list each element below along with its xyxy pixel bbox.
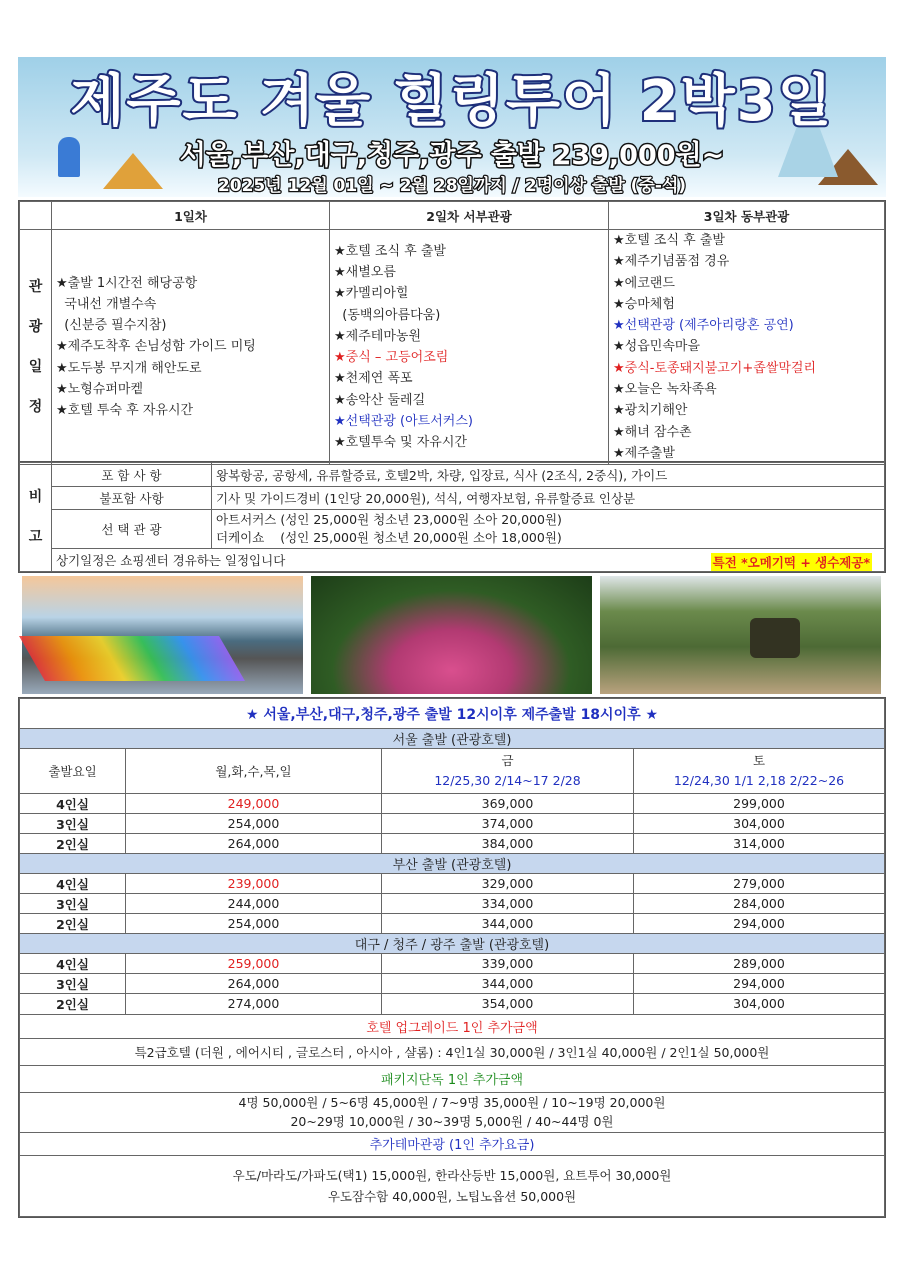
price-cell: 354,000 (382, 994, 634, 1014)
schedule-item: ★도두봉 무지개 해안도로 (56, 360, 202, 376)
section-title: 서울 출발 (관광호텔) (20, 729, 885, 749)
section-title: 대구 / 청주 / 광주 출발 (관광호텔) (20, 934, 885, 954)
side-char: 정 (28, 399, 43, 416)
remarks-table (18, 462, 886, 573)
header-day: 출발요일 (20, 749, 126, 794)
schedule-item: ★새별오름 (334, 264, 396, 280)
header-weekday: 월,화,수,목,일 (126, 749, 382, 794)
departure-note: ★ 서울,부산,대구,청주,광주 출발 12시이후 제주출발 18시이후 ★ (20, 699, 885, 729)
eco-land-train-photo (600, 576, 881, 694)
upgrade-title: 호텔 업그레이드 1인 추가금액 (20, 1014, 885, 1038)
room-type: 4인실 (20, 874, 126, 894)
price-cell: 249,000 (126, 794, 382, 814)
schedule-item: ★에코랜드 (613, 275, 675, 291)
theme-line: 우도/마라도/가파도(택1) 15,000원, 한라산등반 15,000원, 요트투어 30,000원 (232, 1167, 672, 1183)
room-type: 4인실 (20, 954, 126, 974)
price-cell: 264,000 (126, 974, 382, 994)
schedule-item: ★천제연 폭포 (334, 371, 413, 387)
side-char: 관 (28, 279, 43, 296)
saturday-dates: 12/24,30 1/1 2,18 2/22~26 (673, 773, 845, 789)
price-cell: 304,000 (634, 994, 885, 1014)
schedule-item: (동백의아름다움) (334, 307, 441, 323)
price-cell: 279,000 (634, 874, 885, 894)
schedule-item: ★송악산 둘레길 (334, 392, 426, 408)
price-cell: 384,000 (382, 834, 634, 854)
price-cell: 244,000 (126, 894, 382, 914)
schedule-item: ★호텔투숙 및 자유시간 (334, 435, 467, 451)
banner-period: 2025년 12월 01일 ~ 2월 28일까지 / 2명이상 출발 (중-석) (217, 176, 687, 196)
price-cell: 254,000 (126, 814, 382, 834)
header-saturday: 토 (752, 753, 766, 769)
price-cell: 314,000 (634, 834, 885, 854)
optional-item: 더케이쇼 (성인 25,000원 청소년 20,000원 소아 18,000원) (216, 530, 562, 545)
price-cell: 284,000 (634, 894, 885, 914)
price-cell: 344,000 (382, 914, 634, 934)
price-cell: 299,000 (634, 794, 885, 814)
train (750, 618, 800, 658)
schedule-item: ★호텔 조식 후 출발 (613, 233, 725, 248)
price-cell: 239,000 (126, 874, 382, 894)
room-type: 2인실 (20, 994, 126, 1014)
excluded-value: 기사 및 가이드경비 (1인당 20,000원), 석식, 여행자보험, 유류할증료 인상분 (212, 487, 885, 510)
price-cell: 274,000 (126, 994, 382, 1014)
price-cell: 374,000 (382, 814, 634, 834)
friday-dates: 12/25,30 2/14~17 2/28 (434, 773, 581, 789)
schedule-item: ★광치기해안 (613, 403, 688, 419)
optional-label: 선 택 관 광 (52, 510, 212, 549)
schedule-item: ★오늘은 녹차족욕 (613, 382, 717, 398)
day3-header: 3일차 동부관광 (609, 202, 885, 230)
schedule-item: 국내선 개별수속 (56, 296, 157, 312)
price-cell: 369,000 (382, 794, 634, 814)
coastal-road-photo (22, 576, 303, 694)
included-value: 왕복항공, 공항세, 유류할증료, 호텔2박, 차량, 입장료, 식사 (2조식, 2중식), 가이드 (212, 463, 885, 487)
day1-schedule (52, 230, 330, 465)
price-cell: 264,000 (126, 834, 382, 854)
price-cell: 254,000 (126, 914, 382, 934)
schedule-item: ★제주기념품점 경유 (613, 254, 730, 270)
schedule-item: ★중식-토종돼지불고기+좁쌀막걸리 (613, 360, 817, 376)
day2-header: 2일차 서부관광 (330, 202, 609, 230)
banner-subtitle: 서울,부산,대구,청주,광주 출발 239,000원~ (179, 140, 725, 171)
package-title: 패키지단독 1인 추가금액 (20, 1065, 885, 1092)
upgrade-text: 특2급호텔 (더원 , 에어시티 , 글로스터 , 아시아 , 샬롬) : 4인1실 30,000원 / 3인1실 40,000원 / 2인1실 50,000원 (20, 1038, 885, 1065)
included-label: 포 함 사 항 (52, 463, 212, 487)
package-line: 4명 50,000원 / 5~6명 45,000원 / 7~9명 35,000원 / 10~19명 20,000원 (238, 1095, 666, 1111)
schedule-item: ★출발 1시간전 해당공항 (56, 275, 198, 291)
banner (18, 57, 886, 197)
schedule-item: ★카멜리아힐 (334, 286, 409, 302)
section-title: 부산 출발 (관광호텔) (20, 854, 885, 874)
itinerary-side-label (20, 230, 52, 465)
shopping-note: 상기일정은 쇼핑센터 경유하는 일정입니다 (56, 553, 286, 568)
schedule-item: ★승마체험 (613, 296, 675, 312)
schedule-item: ★제주도착후 손님성함 가이드 미팅 (56, 339, 256, 355)
header-friday: 금 (501, 753, 514, 769)
price-cell: 334,000 (382, 894, 634, 914)
room-type: 2인실 (20, 914, 126, 934)
special-offer: 특전 *오메기떡 + 생수제공* (712, 555, 870, 570)
theme-line: 우도잠수함 40,000원, 노팁노옵션 50,000원 (327, 1188, 577, 1204)
room-type: 4인실 (20, 794, 126, 814)
rainbow-wall (19, 636, 245, 681)
schedule-item: ★노형슈퍼마켙 (56, 382, 144, 398)
side-char: 고 (28, 529, 43, 545)
schedule-item: ★성읍민속마을 (613, 339, 701, 355)
schedule-item: ★제주출발 (613, 445, 675, 461)
schedule-item: (신분증 필수지참) (56, 318, 167, 334)
schedule-item: ★호텔 투숙 후 자유시간 (56, 403, 194, 419)
price-cell: 289,000 (634, 954, 885, 974)
price-cell: 259,000 (126, 954, 382, 974)
room-type: 3인실 (20, 894, 126, 914)
price-cell: 329,000 (382, 874, 634, 894)
day1-header: 1일차 (52, 202, 330, 230)
schedule-item: ★선택관광 (제주아리랑혼 공연) (613, 318, 794, 334)
price-cell: 339,000 (382, 954, 634, 974)
side-char: 광 (28, 319, 43, 336)
price-cell: 304,000 (634, 814, 885, 834)
schedule-item: ★해녀 잠수촌 (613, 424, 692, 440)
optional-item: 아트서커스 (성인 25,000원 청소년 23,000원 소아 20,000원) (216, 512, 562, 527)
package-line: 20~29명 10,000원 / 30~39명 5,000원 / 40~44명 0원 (290, 1114, 614, 1130)
camellia-garden-photo (311, 576, 592, 694)
schedule-item: ★중식 – 고등어조림 (334, 350, 449, 366)
day2-schedule (330, 230, 609, 465)
price-cell: 344,000 (382, 974, 634, 994)
itinerary-table (18, 200, 886, 462)
banner-title: 제주도 겨울 힐링투어 2박3일 (70, 69, 834, 134)
room-type: 3인실 (20, 974, 126, 994)
side-char: 비 (28, 489, 43, 505)
remarks-side-label (20, 463, 52, 572)
excluded-label: 불포함 사항 (52, 487, 212, 510)
schedule-item: ★제주테마농원 (334, 328, 422, 344)
theme-title: 추가테마관광 (1인 추가요금) (20, 1132, 885, 1155)
room-type: 3인실 (20, 814, 126, 834)
pricing-table (18, 697, 886, 1218)
side-char: 일 (28, 359, 43, 376)
price-cell: 294,000 (634, 974, 885, 994)
day3-schedule (609, 230, 885, 465)
schedule-item: ★선택관광 (아트서커스) (334, 414, 473, 430)
price-cell: 294,000 (634, 914, 885, 934)
schedule-item: ★호텔 조식 후 출발 (334, 243, 446, 259)
room-type: 2인실 (20, 834, 126, 854)
